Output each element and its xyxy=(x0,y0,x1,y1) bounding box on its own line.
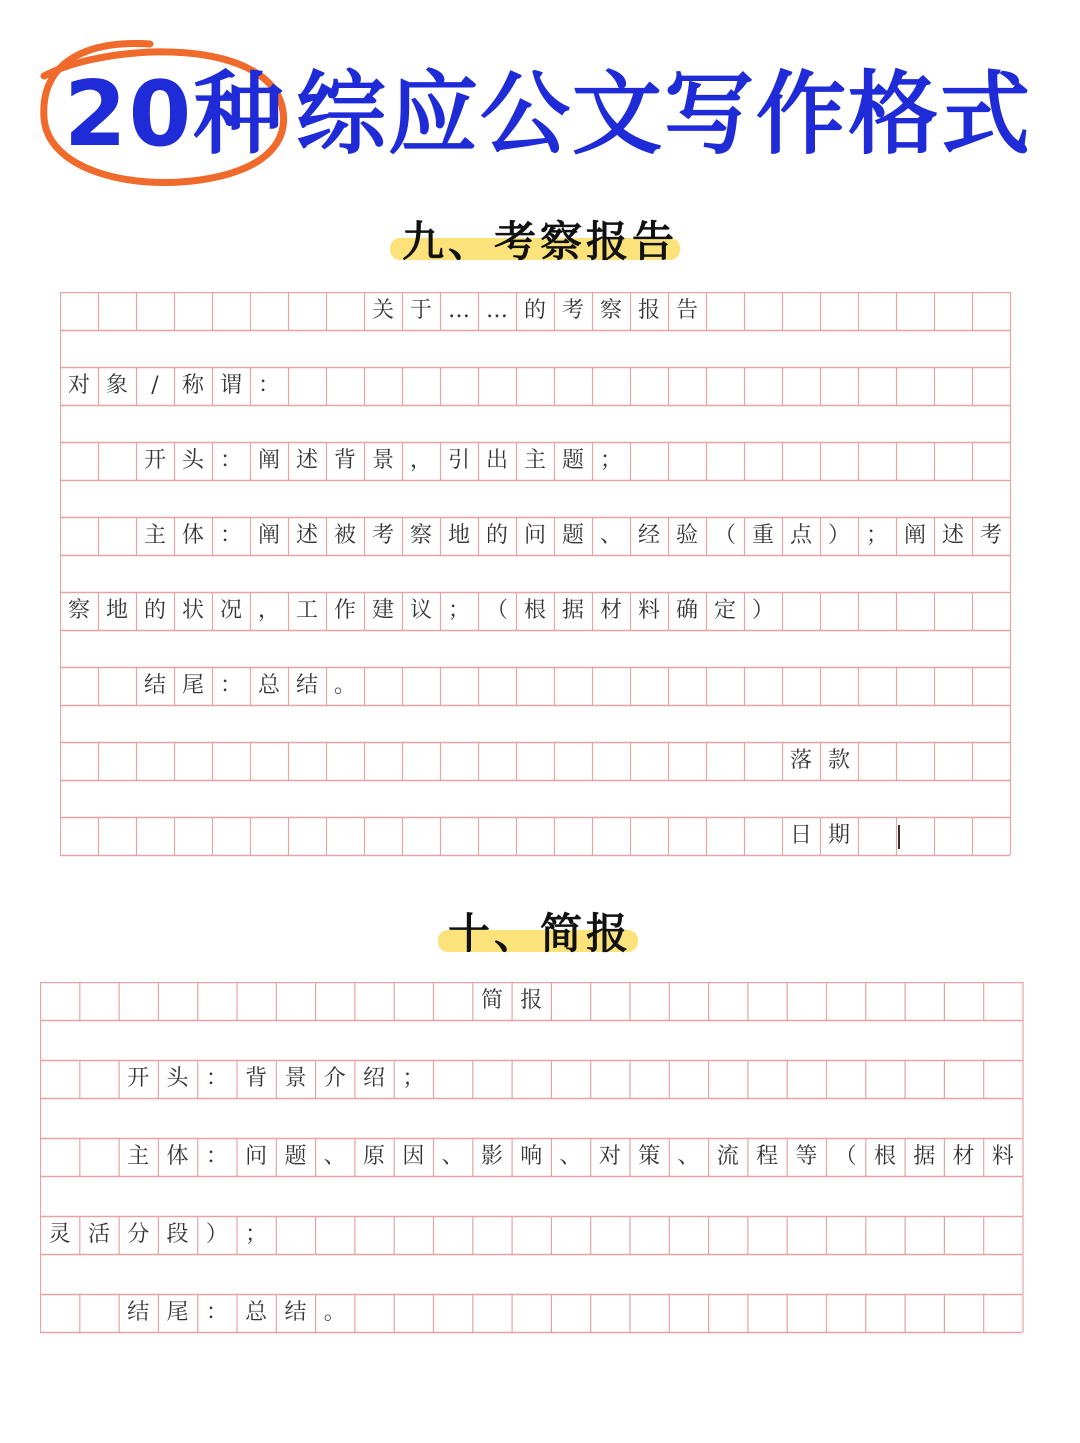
grid-character: 察 xyxy=(409,523,432,548)
grid-character: 的 xyxy=(485,523,508,548)
grid-character: 等 xyxy=(795,1144,818,1169)
grid-character: 出 xyxy=(485,448,508,473)
grid-character: 于 xyxy=(409,298,432,323)
grid-character: 建 xyxy=(371,598,394,623)
grid-character: 工 xyxy=(295,598,318,623)
grid-character: 阐 xyxy=(257,448,280,473)
grid-character: 根 xyxy=(523,598,546,623)
grid-character: 述 xyxy=(941,523,964,548)
grid-character: 景 xyxy=(371,448,394,473)
grid-character: 分 xyxy=(127,1222,150,1247)
grid-character: 背 xyxy=(245,1066,268,1091)
grid-character: 主 xyxy=(143,523,166,548)
grid-character: 述 xyxy=(295,448,318,473)
grid-character: 象 xyxy=(105,373,128,398)
grid-character: 因 xyxy=(402,1144,425,1169)
grid-character: ： xyxy=(257,373,280,398)
grid-character: 考 xyxy=(371,523,394,548)
grid-character: 、 xyxy=(599,523,622,548)
grid-character: 、 xyxy=(677,1144,700,1169)
grid-character: ： xyxy=(205,1066,228,1091)
grid-character: （ xyxy=(713,523,736,548)
grid-character: 考 xyxy=(979,523,1002,548)
grid-character: 流 xyxy=(716,1144,739,1169)
grid-character: 谓 xyxy=(219,373,242,398)
grid-character: 定 xyxy=(713,598,736,623)
section-heading-nine: 九、考察报告 xyxy=(401,217,678,266)
grid-character: 察 xyxy=(67,598,90,623)
grid-character: … xyxy=(448,298,470,323)
section-heading-ten: 十、简报 xyxy=(447,909,632,958)
grid-character: 对 xyxy=(67,373,90,398)
grid-character: 结 xyxy=(284,1300,307,1325)
grid-character: 。 xyxy=(333,673,356,698)
grid-character: 经 xyxy=(637,523,660,548)
grid-character: 告 xyxy=(675,298,698,323)
grid-character: 款 xyxy=(827,748,850,773)
grid-character: 灵 xyxy=(48,1222,71,1247)
grid-character: 阐 xyxy=(257,523,280,548)
grid-character: ； xyxy=(865,523,888,548)
grid-character: 题 xyxy=(561,448,584,473)
grid-character: 头 xyxy=(181,448,204,473)
grid-character: 程 xyxy=(756,1144,779,1169)
grid-character: 体 xyxy=(181,523,204,548)
grid-character: ） xyxy=(751,598,774,623)
grid-character: 主 xyxy=(127,1144,150,1169)
grid-character: ） xyxy=(205,1222,228,1247)
grid-character: 对 xyxy=(598,1144,621,1169)
grid-character: 题 xyxy=(561,523,584,548)
grid-character: 称 xyxy=(181,373,204,398)
grid-character: 议 xyxy=(409,598,432,623)
grid-character: 述 xyxy=(295,523,318,548)
grid-character: 据 xyxy=(913,1144,936,1169)
grid-character: 体 xyxy=(166,1144,189,1169)
grid-character: 点 xyxy=(789,523,812,548)
grid-character: 报 xyxy=(637,298,660,323)
grid-character: 据 xyxy=(561,598,584,623)
grid-character: 总 xyxy=(245,1300,268,1325)
grid-character: 结 xyxy=(127,1300,150,1325)
grid-character: … xyxy=(486,298,508,323)
title-count: 20种 xyxy=(64,62,286,167)
grid-character: 、 xyxy=(559,1144,582,1169)
grid-character: 材 xyxy=(952,1144,975,1169)
grid-character: 期 xyxy=(827,823,850,848)
grid-character: 关 xyxy=(371,298,394,323)
grid-character: 、 xyxy=(441,1144,464,1169)
grid-character: 结 xyxy=(143,673,166,698)
grid-character: 段 xyxy=(166,1222,189,1247)
grid-character: 报 xyxy=(520,988,543,1013)
grid-character: ， xyxy=(409,448,432,473)
grid-character: 主 xyxy=(523,448,546,473)
grid-character: 材 xyxy=(599,598,622,623)
grid-character: 活 xyxy=(87,1222,110,1247)
grid-character: ； xyxy=(599,448,622,473)
grid-character: ： xyxy=(205,1300,228,1325)
grid-character: 。 xyxy=(323,1300,346,1325)
grid-character: ） xyxy=(827,523,850,548)
grid-character: 介 xyxy=(323,1066,346,1091)
grid-character: 策 xyxy=(638,1144,661,1169)
grid-character: 开 xyxy=(143,448,166,473)
grid-character: 被 xyxy=(333,523,356,548)
grid-character: 问 xyxy=(523,523,546,548)
grid-character: 开 xyxy=(127,1066,150,1091)
grid-character: 题 xyxy=(284,1144,307,1169)
grid-character: ： xyxy=(205,1144,228,1169)
grid-character: ； xyxy=(245,1222,268,1247)
grid-character: 响 xyxy=(520,1144,543,1169)
grid-character: 地 xyxy=(447,523,470,548)
grid-character: 考 xyxy=(561,298,584,323)
grid-character: 根 xyxy=(873,1144,896,1169)
grid-character: 状 xyxy=(181,598,204,623)
grid-character: 验 xyxy=(675,523,698,548)
grid-character: 景 xyxy=(284,1066,307,1091)
title-main: 综应公文写作格式 xyxy=(296,62,1032,167)
grid-character: 察 xyxy=(599,298,622,323)
page-title xyxy=(0,40,1080,190)
grid-character: ， xyxy=(257,598,280,623)
grid-character: 料 xyxy=(637,598,660,623)
grid-character: 、 xyxy=(323,1144,346,1169)
grid-character: 料 xyxy=(991,1144,1014,1169)
grid-character: ： xyxy=(219,448,242,473)
grid-character: 引 xyxy=(447,448,470,473)
grid-character: 阐 xyxy=(903,523,926,548)
grid-character: 作 xyxy=(333,598,356,623)
grid-character: 简 xyxy=(480,988,503,1013)
grid-character: 落 xyxy=(789,748,812,773)
grid-character: 确 xyxy=(675,598,698,623)
grid-character: 日 xyxy=(789,823,812,848)
grid-character: 尾 xyxy=(181,673,204,698)
grid-character: （ xyxy=(834,1144,857,1169)
grid-character: 原 xyxy=(363,1144,386,1169)
grid-character: 尾 xyxy=(166,1300,189,1325)
grid-character: 绍 xyxy=(363,1066,386,1091)
grid-character: 的 xyxy=(143,598,166,623)
grid-character: 背 xyxy=(333,448,356,473)
grid-character: 结 xyxy=(295,673,318,698)
grid-character: 问 xyxy=(245,1144,268,1169)
grid-character: 头 xyxy=(166,1066,189,1091)
grid-character: 总 xyxy=(257,673,280,698)
grid-character: 地 xyxy=(105,598,128,623)
grid-character: ； xyxy=(402,1066,425,1091)
text-cursor-mark xyxy=(898,825,900,849)
grid-character: ： xyxy=(219,673,242,698)
grid-character: 况 xyxy=(219,598,242,623)
grid-character: （ xyxy=(485,598,508,623)
grid-character: 的 xyxy=(523,298,546,323)
grid-character: / xyxy=(151,373,159,398)
grid-character: ： xyxy=(219,523,242,548)
grid-character: 影 xyxy=(480,1144,503,1169)
grid-character: ； xyxy=(447,598,470,623)
grid-character: 重 xyxy=(751,523,774,548)
